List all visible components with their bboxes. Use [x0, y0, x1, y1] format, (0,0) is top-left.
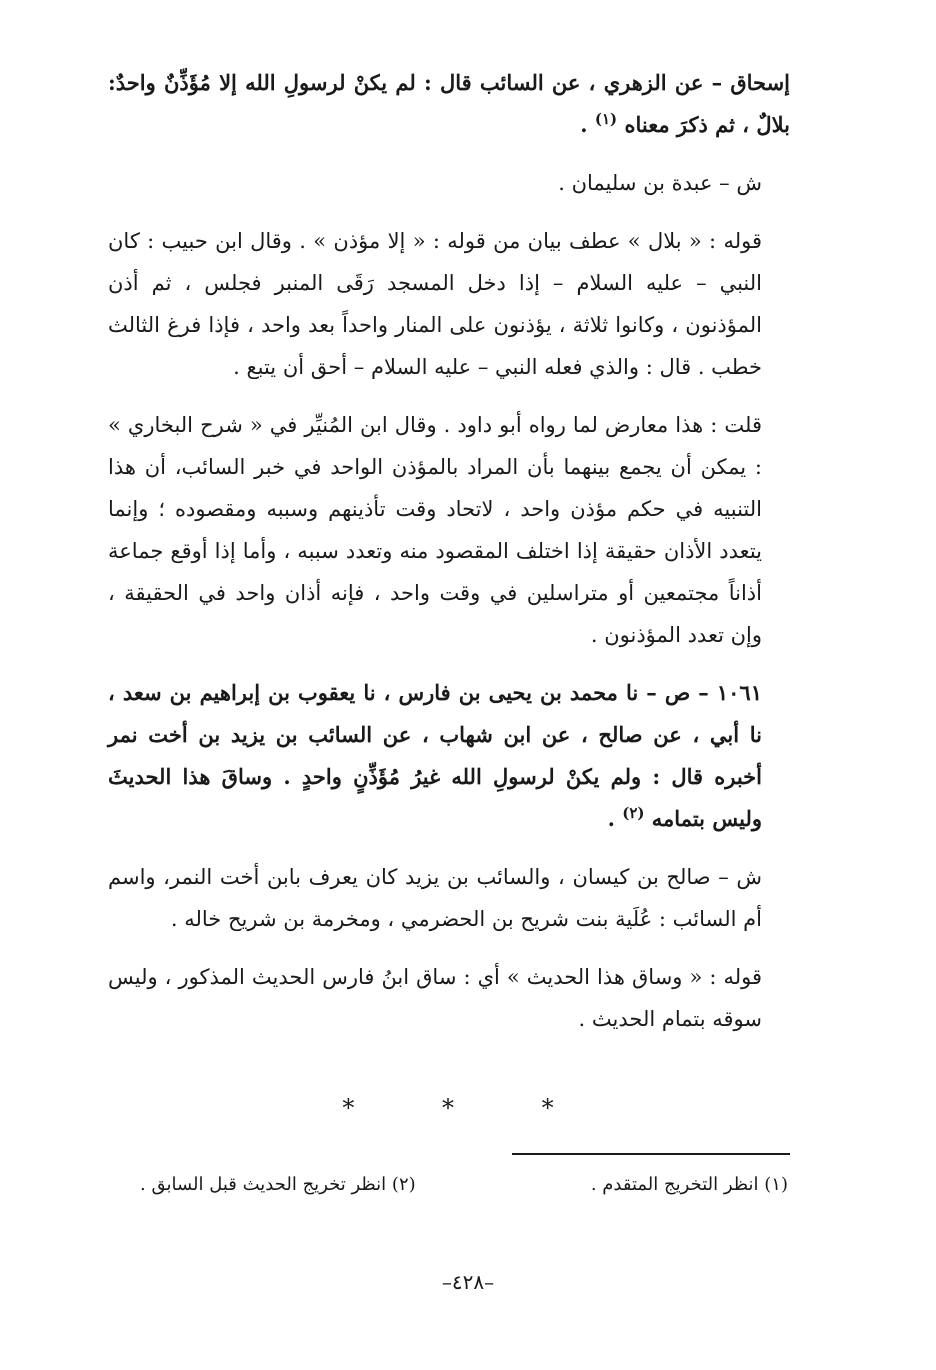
hadith-1061-text: ١٠٦١ – ص – نا محمد بن يحيى بن فارس ، نا يعقوب بن إبراهيم بن سعد ، نا أبي ، عن صالح ، عن ابن شهاب ، عن السائب بن يزيد بن أخت نمر أخبره قال : ولم يكنْ لرسولِ الله غيرُ مُؤَذِّنٍ واحدٍ . وساقَ هذا الحديثَ وليس بتمامه: [108, 680, 762, 831]
commentary-saqa: قوله : « وساق هذا الحديث » أي : ساق ابنُ فارس الحديث المذكور ، وليس سوقه بتمام الحديث .: [108, 965, 762, 1031]
commentary-narrator: ش – عبدة بن سليمان .: [558, 171, 762, 195]
footnote-2: (٢) انظر تخريج الحديث قبل السابق .: [140, 1174, 416, 1195]
hadith-1061: ١٠٦١ – ص – نا محمد بن يحيى بن فارس ، نا يعقوب بن إبراهيم بن سعد ، نا أبي ، عن صالح ، عن ابن شهاب ، عن السائب بن يزيد بن أخت نمر أخبره قال : ولم يكنْ لرسولِ الله غيرُ مُؤَذِّنٍ واحدٍ . وساقَ هذا الحديثَ وليس بتمامه $^{(٢)}$ .: [108, 680, 762, 831]
hadith-continuation-text: إسحاق – عن الزهري ، عن السائب قال : لم يكنْ لرسولِ الله إلا مُؤَذِّنٌ واحدٌ: بلالٌ ، ثم ذكرَ معناه: [108, 70, 790, 137]
commentary-salih: ش – صالح بن كيسان ، والسائب بن يزيد كان يعرف بابن أخت النمر، واسم أم السائب : عُلَية بنت شريح بن الحضرمي ، ومخرمة بن شريح خاله .: [108, 865, 762, 931]
footnote-mark-1: (١): [594, 110, 618, 128]
page-number: –٤٢٨–: [441, 1270, 495, 1294]
footnote-1: (١) انظر التخريج المتقدم .: [590, 1174, 788, 1195]
commentary-bilal: قوله : « بلال » عطف بيان من قوله : « إلا مؤذن » . وقال ابن حبيب : كان النبي – عليه السلام – إذا دخل المسجد رَقَى المنبر فجلس ، ثم أذن المؤذنون ، وكانوا ثلاثة ، يؤذنون على المنار واحداً بعد واحد ، فإذا فرغ الثالث خطب . قال : والذي فعله النبي – عليه السلام – أحق أن يتبع .: [108, 229, 762, 379]
hadith-continuation: إسحاق – عن الزهري ، عن السائب قال : لم يكنْ لرسولِ الله إلا مُؤَذِّنٌ واحدٌ: بلالٌ ، ثم ذكرَ معناه $^{(١)}$ .: [108, 70, 790, 137]
main-text: [108, 62, 790, 1056]
commentary-ibn-munayyir: قلت : هذا معارض لما رواه أبو داود . وقال ابن المُنيِّر في « شرح البخاري » : يمكن أن يجمع بينهما بأن المراد بالمؤذن الواحد في خبر السائب، أن هذا التنبيه في حكم مؤذن واحد ، لاتحاد وقت تأذينهم وسببه ومقصوده ؛ وإنما يتعدد الأذان حقيقة إذا اختلف المقصود منه وتعدد سببه ، وأما إذا أوقع جماعة أذاناً مجتمعين أو متراسلين في وقت واحد ، فإنه أذان واحد في الحقيقة ، وإن تعدد المؤذنون .: [108, 413, 762, 647]
footnotes: [140, 1170, 788, 1200]
footnote-mark-2: (٢): [622, 804, 645, 822]
section-separator-stars: * * *: [342, 1094, 594, 1122]
footnote-divider: [512, 1153, 790, 1155]
